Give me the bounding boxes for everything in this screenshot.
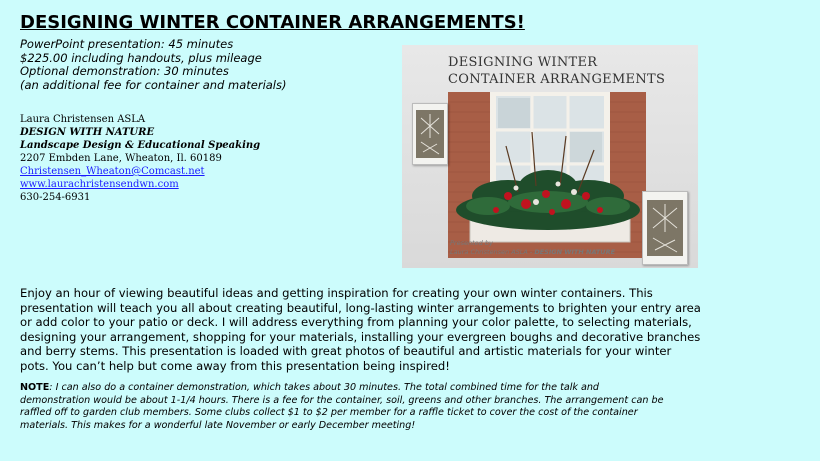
page-title: DESIGNING WINTER CONTAINER ARRANGEMENTS! — [20, 12, 525, 33]
presentation-length: PowerPoint presentation: 45 minutes — [20, 37, 234, 51]
slide-credit — [450, 239, 615, 257]
company-name: DESIGN WITH NATURE — [20, 127, 155, 138]
note-block — [20, 382, 812, 432]
description-line: and berry stems. This presentation is loaded with great photos of beautiful and artistic materials for your winter — [20, 344, 672, 358]
presentation-info — [20, 38, 400, 92]
booklet-cover-icon — [413, 104, 447, 164]
contact-phone: 630-254-6931 — [20, 192, 91, 203]
window-box-photo — [448, 92, 646, 258]
handout-booklet-left — [412, 103, 448, 165]
presentation-slide-image — [402, 45, 698, 268]
note-line: : I can also do a container demonstration, which takes about 30 minutes. The total combined time for the talk and — [49, 382, 600, 393]
note-line: demonstration would be about 1-1/4 hours. There is a fee for the container, soil, greens and other branches. The arrangement can be — [20, 394, 664, 406]
contact-block — [20, 113, 400, 204]
note-line: raffled off to garden club members. Some clubs collect $1 to $2 per member for a raffle ticket to cover the cost of the container — [20, 407, 638, 419]
description-line: presentation will teach you all about creating beautiful, long-lasting winter arrangements to brighten your entry area — [20, 300, 701, 315]
booklet-cover-icon — [643, 192, 687, 264]
contact-name: Laura Christensen ASLA — [20, 114, 146, 125]
description-line: Enjoy an hour of viewing beautiful ideas and getting inspiration for creating your own winter containers. This — [20, 286, 653, 300]
contact-address: 2207 Embden Lane, Wheaton, Il. 60189 — [20, 153, 222, 164]
presentation-price: $225.00 including handouts, plus mileage — [20, 50, 262, 65]
email-link[interactable]: Christensen_Wheaton@Comcast.net — [20, 166, 205, 177]
demonstration-length: Optional demonstration: 30 minutes — [20, 64, 229, 78]
handout-booklet-right — [642, 191, 688, 265]
demonstration-fee: (an additional fee for container and materials) — [20, 77, 287, 92]
presented-by-label: Presented by — [450, 239, 493, 247]
note-label: NOTE — [20, 382, 50, 393]
slide-title — [448, 54, 665, 88]
description-line: pots. You can’t help but come away from this presentation being inspired! — [20, 358, 450, 373]
slide-title-line1: DESIGNING WINTER — [448, 55, 598, 70]
company-tagline: Landscape Design & Educational Speaking — [20, 140, 261, 151]
website-link[interactable]: www.laurachristensendwn.com — [20, 179, 179, 190]
description — [20, 286, 812, 373]
description-line: designing your arrangement, shopping for your materials, installing your evergreen boughs and decorative branches — [20, 329, 701, 344]
slide-presenter-company: DESIGN WITH NATURE — [534, 248, 616, 256]
note-line: materials. This makes for a wonderful late November or early December meeting! — [20, 419, 416, 431]
description-line: or add color to your patio or deck. I will address everything from planning your color palette, to selecting materials, — [20, 315, 692, 329]
slide-presenter: Laura Christensen ASLA - — [450, 248, 535, 256]
slide-title-line2: CONTAINER ARRANGEMENTS — [448, 72, 666, 87]
